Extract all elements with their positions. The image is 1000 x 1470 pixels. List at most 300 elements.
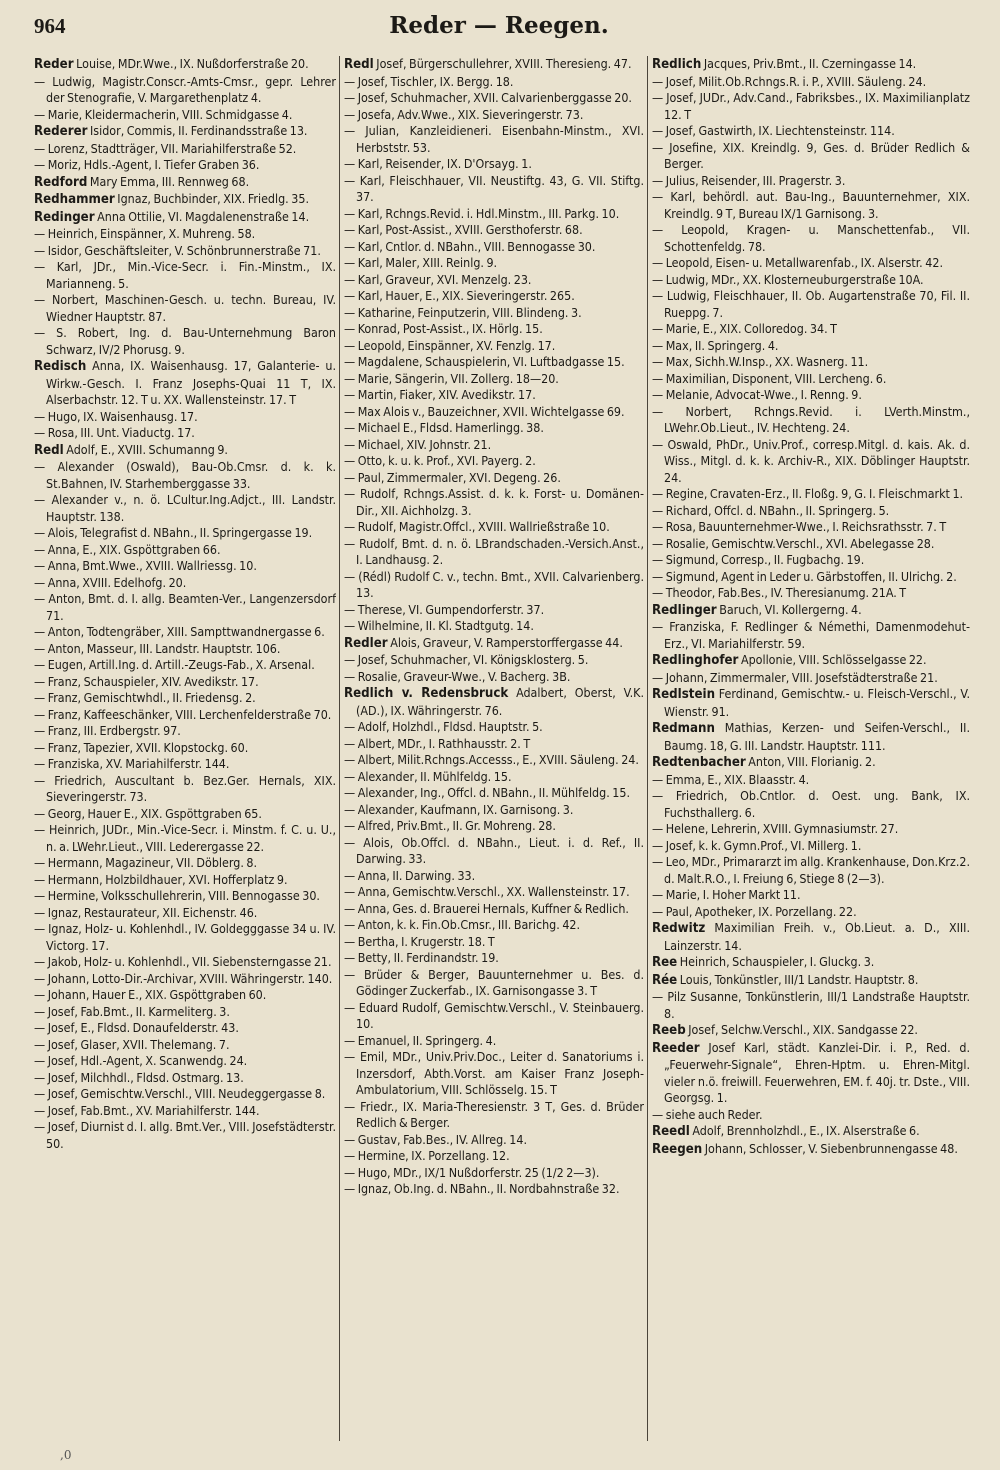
entry-text: — Franz, Gemischtwhdl., II. Friedensg. 2. xyxy=(34,690,256,705)
entry-text: — Franz, Schauspieler, XIV. Avedikstr. 17. xyxy=(34,673,259,689)
directory-entry xyxy=(652,854,970,887)
directory-entry xyxy=(344,107,644,124)
entry-text: — Emil, MDr., Univ.Priv.Doc., Leiter d. Sanatoriums i. Inzersdorf, Abth.Vorst. am Kaiser Franz Joseph-Ambulatorium, VIII. Schlösselg. 15. T xyxy=(344,1049,644,1097)
directory-entry xyxy=(344,404,644,421)
entry-text: — Sigmund, Agent in Leder u. Gärbstoffen, II. Ulrichg. 2. xyxy=(652,568,957,584)
directory-entry xyxy=(344,635,644,653)
directory-entry xyxy=(34,641,336,658)
entry-text: — Rosa, Bauunternehmer-Wwe., I. Reichsrathsstr. 7. T xyxy=(652,519,947,534)
directory-entry xyxy=(652,602,970,620)
entry-text: Josef, Selchw.Verschl., XIX. Sandgasse 22. xyxy=(685,1022,918,1037)
column-rule xyxy=(647,56,648,1441)
directory-entry xyxy=(652,486,970,503)
directory-entry xyxy=(344,321,644,338)
entry-text: Louis, Tonkünstler, III/1 Landstr. Hauptstr. 8. xyxy=(677,971,919,987)
entry-text: — Friedrich, Ob.Cntlor. d. Oest. ung. Bank, IX. Fuchsthallerg. 6. xyxy=(652,788,970,820)
directory-entry xyxy=(344,123,644,156)
directory-entry xyxy=(344,1049,644,1099)
directory-entry xyxy=(652,585,970,602)
directory-entry xyxy=(344,868,644,885)
directory-entry xyxy=(652,519,970,536)
entry-text: — Anna, Ges. d. Brauerei Hernals, Kuffner & Redlich. xyxy=(344,900,629,916)
directory-entry xyxy=(652,821,970,838)
directory-entry xyxy=(34,1020,336,1037)
directory-entry xyxy=(652,670,970,687)
directory-entry xyxy=(344,818,644,835)
directory-entry xyxy=(344,1181,644,1198)
entry-text: — Josef, Glaser, XVII. Thelemang. 7. xyxy=(34,1036,230,1052)
directory-entry xyxy=(652,123,970,140)
entry-text: Heinrich, Schauspieler, I. Gluckg. 3. xyxy=(677,954,875,969)
directory-entry xyxy=(344,618,644,635)
directory-entry xyxy=(652,887,970,904)
entry-text: Adalbert, Oberst, V.K. (AD.), IX. Währingerstr. 76. xyxy=(356,685,644,718)
directory-entry xyxy=(34,409,336,426)
directory-entry xyxy=(344,305,644,322)
entry-text: — Josefa, Adv.Wwe., XIX. Sieveringerstr. 73. xyxy=(344,106,584,122)
directory-entry xyxy=(652,652,970,670)
surname: Reder xyxy=(34,57,74,72)
entry-text: — Josef, JUDr., Adv.Cand., Fabriksbes., IX. Maximilianplatz 12. T xyxy=(652,90,970,122)
directory-entry xyxy=(344,1165,644,1182)
entry-text: — Josef, Diurnist d. I. allg. Bmt.Ver., VIII. Josefstädterstr. 50. xyxy=(34,1119,336,1151)
entry-text: — Brüder & Berger, Bauunternehmer u. Bes. d. Gödinger Zuckerfab., IX. Garnisongasse 3. T xyxy=(344,966,644,998)
entry-text: — Heinrich, Einspänner, X. Muhreng. 58. xyxy=(34,226,256,241)
directory-entry xyxy=(652,954,970,972)
entry-text: Mathias, Kerzen- und Seifen-Verschl., II. Baumg. 18, G. III. Landstr. Hauptstr. 111. xyxy=(664,720,970,753)
directory-entry xyxy=(34,492,336,525)
entry-text: — Karl, Reisender, IX. D'Orsayg. 1. xyxy=(344,156,532,171)
surname: Redlich v. Redensbruck xyxy=(344,686,509,701)
directory-entry xyxy=(34,459,336,492)
directory-entry xyxy=(344,272,644,289)
surname: Redinger xyxy=(34,209,95,225)
directory-entry xyxy=(34,358,336,409)
entry-text: — Martin, Fiaker, XIV. Avedikstr. 17. xyxy=(344,387,536,402)
directory-entry xyxy=(34,325,336,358)
directory-entry xyxy=(344,90,644,107)
directory-entry xyxy=(344,222,644,239)
directory-entry xyxy=(34,1037,336,1054)
entry-text: — Alois, Telegrafist d. NBahn., II. Springergasse 19. xyxy=(34,525,313,540)
directory-entry xyxy=(652,1107,970,1124)
directory-entry xyxy=(652,503,970,520)
directory-entry xyxy=(652,437,970,487)
entry-text: — Konrad, Post-Assist., IX. Hörlg. 15. xyxy=(344,321,543,336)
directory-entry xyxy=(652,338,970,355)
entry-text: — Friedr., IX. Maria-Theresienstr. 3 T, Ges. d. Brüder Redlich & Berger. xyxy=(344,1098,644,1130)
entry-text: — Eugen, Artill.Ing. d. Artill.-Zeugs-Fab., X. Arsenal. xyxy=(34,657,315,672)
entry-text: — Josef, Schuhmacher, XVII. Calvarienberggasse 20. xyxy=(344,90,632,105)
directory-entry xyxy=(34,209,336,227)
entry-text: — Norbert, Maschinen-Gesch. u. techn. Bureau, IV. Wiedner Hauptstr. 87. xyxy=(34,292,336,324)
entry-text: — Alexander, II. Mühlfeldg. 15. xyxy=(344,768,512,784)
entry-text: — Rudolf, Magistr.Offcl., XVIII. Wallrießstraße 10. xyxy=(344,519,610,534)
entry-text: — Ludwig, MDr., XX. Klosterneuburgerstraße 10A. xyxy=(652,271,924,287)
directory-entry xyxy=(34,657,336,674)
directory-entry xyxy=(34,624,336,641)
entry-text: — Karl, JDr., Min.-Vice-Secr. i. Fin.-Minstm., IX. Marianneng. 5. xyxy=(34,259,336,291)
entry-text: — Leopold, Eisen- u. Metallwarenfab., IX. Alserstr. 42. xyxy=(652,255,943,270)
directory-entry xyxy=(344,173,644,206)
directory-entry xyxy=(652,720,970,754)
directory-entry xyxy=(652,552,970,569)
entry-text: — Therese, VI. Gumpendorferstr. 37. xyxy=(344,601,545,617)
entry-text: — Josef, Milchhdl., Fldsd. Ostmarg. 13. xyxy=(34,1069,244,1085)
directory-entry xyxy=(34,987,336,1004)
surname: Redwitz xyxy=(652,921,706,936)
directory-entry xyxy=(34,1086,336,1103)
directory-entry xyxy=(344,470,644,487)
entry-text: — Maximilian, Disponent, VIII. Lercheng. 6. xyxy=(652,370,887,386)
entry-text: — Leo, MDr., Primararzt im allg. Krankenhause, Don.Krz.2. d. Malt.R.O., I. Freiung 6, Stiege 8 (2—3). xyxy=(652,854,970,886)
directory-entry xyxy=(652,569,970,586)
directory-entry xyxy=(652,920,970,954)
entry-text: — Theodor, Fab.Bes., IV. Theresianumg. 21A. T xyxy=(652,585,907,600)
entry-text: Alois, Graveur, V. Ramperstorffergasse 44. xyxy=(387,634,623,650)
surname: Redlinghofer xyxy=(652,653,739,668)
column-rule xyxy=(339,56,340,1441)
directory-entry xyxy=(652,354,970,371)
entry-text: Ignaz, Buchbinder, XIX. Friedlg. 35. xyxy=(114,191,309,206)
entry-text: — Rudolf, Rchngs.Assist. d. k. k. Forst- u. Domänen-Dir., XII. Aichholzg. 3. xyxy=(344,486,644,518)
directory-entry xyxy=(344,752,644,769)
directory-entry xyxy=(344,338,644,355)
entry-text: Mary Emma, III. Rennweg 68. xyxy=(87,173,250,189)
directory-entry xyxy=(34,723,336,740)
entry-text: — Franz, Kaffeeschänker, VIII. Lerchenfelderstraße 70. xyxy=(34,706,332,722)
entry-text: — Anna, Bmt.Wwe., XVIII. Wallriessg. 10. xyxy=(34,558,257,573)
directory-entry xyxy=(344,288,644,305)
surname: Redler xyxy=(344,635,388,651)
directory-entry xyxy=(34,292,336,325)
entry-text: — Marie, Kleidermacherin, VIII. Schmidgasse 4. xyxy=(34,106,293,122)
entry-text: Jacques, Priv.Bmt., II. Czerningasse 14. xyxy=(701,56,917,71)
directory-entry xyxy=(34,971,336,988)
directory-entry xyxy=(652,1123,970,1141)
directory-entry xyxy=(652,56,970,74)
entry-text: — Rosalie, Gemischtw.Verschl., XVI. Abelegasse 28. xyxy=(652,535,935,551)
directory-entry xyxy=(34,872,336,889)
page-number: 964 xyxy=(34,14,66,38)
entry-text: — Alexander, Ing., Offcl. d. NBahn., II. Mühlfeldg. 15. xyxy=(344,785,631,800)
entry-text: — Josef, Hdl.-Agent, X. Scanwendg. 24. xyxy=(34,1053,248,1068)
directory-entry xyxy=(344,56,644,74)
directory-entry xyxy=(34,674,336,691)
entry-text: — Hermine, Volksschullehrerin, VIII. Bennogasse 30. xyxy=(34,888,320,903)
entry-text: — Karl, Cntlor. d. NBahn., VIII. Bennogasse 30. xyxy=(344,238,596,254)
entry-text: — Leopold, Kragen- u. Manschettenfab., VII. Schottenfeldg. 78. xyxy=(652,222,970,254)
entry-text: — Josef, Fab.Bmt., II. Karmeliterg. 3. xyxy=(34,1003,230,1019)
directory-entry xyxy=(652,1022,970,1040)
entry-text: — Jakob, Holz- u. Kohlenhdl., VII. Siebensterngasse 21. xyxy=(34,954,332,969)
entry-text: — Heinrich, JUDr., Min.-Vice-Secr. i. Minstm. f. C. u. U., n. a. LWehr.Lieut., VIII. Lederergasse 22. xyxy=(34,822,336,854)
entry-text: — Ignaz, Restaurateur, XII. Eichenstr. 46. xyxy=(34,904,258,920)
entry-text: — Karl, Hauer, E., XIX. Sieveringerstr. 265. xyxy=(344,288,575,303)
directory-entry xyxy=(652,74,970,91)
directory-entry xyxy=(344,371,644,388)
entry-text: — Hermann, Holzbildhauer, XVI. Hofferplatz 9. xyxy=(34,871,288,887)
directory-entry xyxy=(344,1132,644,1149)
directory-entry xyxy=(344,354,644,371)
directory-entry xyxy=(34,1004,336,1021)
entry-text: Maximilian Freih. v., Ob.Lieut. a. D., XIII. Lainzerstr. 14. xyxy=(664,920,970,953)
entry-text: — Adolf, Holzhdl., Fldsd. Hauptstr. 5. xyxy=(344,719,543,734)
directory-entry xyxy=(652,772,970,789)
entry-text: — S. Robert, Ing. d. Bau-Unternehmung Baron Schwarz, IV/2 Phorusg. 9. xyxy=(34,325,336,357)
directory-entry xyxy=(652,404,970,437)
surname: Redisch xyxy=(34,359,87,374)
entry-text: — Anna, E., XIX. Gspöttgraben 66. xyxy=(34,541,221,557)
entry-text: — Norbert, Rchngs.Revid. i. LVerth.Minstm., LWehr.Ob.Lieut., IV. Hechteng. 24. xyxy=(652,403,970,435)
directory-entry xyxy=(652,140,970,173)
directory-entry xyxy=(344,1148,644,1165)
directory-entry xyxy=(344,719,644,736)
directory-entry xyxy=(34,1070,336,1087)
entry-text: — Hugo, IX. Waisenhausg. 17. xyxy=(34,408,198,424)
directory-entry xyxy=(344,437,644,454)
entry-text: — Pilz Susanne, Tonkünstlerin, III/1 Landstraße Hauptstr. 8. xyxy=(652,989,970,1021)
entry-text: — Leopold, Einspänner, XV. Fenzlg. 17. xyxy=(344,337,556,353)
directory-entry xyxy=(34,243,336,260)
directory-entry xyxy=(34,1103,336,1120)
entry-text: — Anton, Todtengräber, XIII. Sampttwandnergasse 6. xyxy=(34,624,325,639)
entry-text: — Karl, behördl. aut. Bau-Ing., Bauunternehmer, XIX. Kreindlg. 9 T, Bureau IX/1 Garnisong. 3. xyxy=(652,189,970,221)
surname: Reeder xyxy=(652,1040,700,1056)
entry-text: — Bertha, I. Krugerstr. 18. T xyxy=(344,933,495,949)
directory-entry xyxy=(344,486,644,519)
surname: Reeb xyxy=(652,1023,686,1038)
directory-entry xyxy=(344,1099,644,1132)
entry-text: — Albert, MDr., I. Rathhausstr. 2. T xyxy=(344,735,531,751)
entry-text: — Josef, Fab.Bmt., XV. Mariahilferstr. 144. xyxy=(34,1102,260,1118)
entry-text: — Helene, Lehrerin, XVIII. Gymnasiumstr. 27. xyxy=(652,821,899,836)
entry-text: — Michael E., Fldsd. Hamerlingg. 38. xyxy=(344,420,544,435)
entry-text: — Moriz, Hdls.-Agent, I. Tiefer Graben 36. xyxy=(34,157,260,172)
entry-text: — Alfred, Priv.Bmt., II. Gr. Mohreng. 28. xyxy=(344,818,556,833)
entry-text: — Marie, E., XIX. Colloredog. 34. T xyxy=(652,321,837,336)
directory-entry xyxy=(34,888,336,905)
surname: Rée xyxy=(652,972,678,988)
directory-entry xyxy=(344,884,644,901)
directory-entry xyxy=(344,156,644,173)
entry-text: — Anna, Gemischtw.Verschl., XX. Wallensteinstr. 17. xyxy=(344,884,630,899)
entry-text: — Rosa, III. Unt. Viaductg. 17. xyxy=(34,425,195,440)
entry-text: — Max, II. Springerg. 4. xyxy=(652,337,779,353)
page-title: Reder — Reegen. xyxy=(389,12,609,39)
directory-entry xyxy=(344,934,644,951)
entry-text: — Julian, Kanzleidieneri. Eisenbahn-Minstm., XVI. Herbststr. 53. xyxy=(344,123,644,155)
directory-entry xyxy=(34,174,336,192)
directory-entry xyxy=(344,917,644,934)
directory-entry xyxy=(34,954,336,971)
entry-text: — Friedrich, Auscultant b. Bez.Ger. Hernals, XIX. Sieveringerstr. 73. xyxy=(34,772,336,804)
directory-entry xyxy=(34,1053,336,1070)
directory-entry xyxy=(34,191,336,209)
directory-entry xyxy=(34,74,336,107)
surname: Ree xyxy=(652,955,678,970)
entry-text: — Franziska, XV. Mariahilferstr. 144. xyxy=(34,756,230,771)
directory-entry xyxy=(34,690,336,707)
surname: Redlich xyxy=(652,57,702,72)
surname: Redmann xyxy=(652,721,715,736)
directory-entry xyxy=(344,652,644,669)
directory-entry xyxy=(344,255,644,272)
entry-text: — Sigmund, Corresp., II. Fugbachg. 19. xyxy=(652,552,865,567)
directory-column-2 xyxy=(344,56,644,1466)
entry-text: — Wilhelmine, II. Kl. Stadtgutg. 14. xyxy=(344,618,534,633)
entry-text: — Paul, Zimmermaler, XVI. Degeng. 26. xyxy=(344,469,561,485)
entry-text: — Anton, Masseur, III. Landstr. Hauptstr. 106. xyxy=(34,640,281,656)
directory-entry xyxy=(344,519,644,536)
entry-text: — Johann, Hauer E., XIX. Gspöttgraben 60. xyxy=(34,987,267,1002)
directory-entry xyxy=(652,972,970,990)
directory-entry xyxy=(34,226,336,243)
entry-text: — (Rédl) Rudolf C. v., techn. Bmt., XVII. Calvarienberg. 13. xyxy=(344,568,644,600)
directory-entry xyxy=(34,425,336,442)
directory-entry xyxy=(652,788,970,821)
surname: Reegen xyxy=(652,1141,703,1157)
directory-entry xyxy=(34,442,336,460)
entry-text: — Franz, III. Erdbergstr. 97. xyxy=(34,723,181,738)
directory-entry xyxy=(344,967,644,1000)
directory-entry xyxy=(652,90,970,123)
entry-text: — Ludwig, Fleischhauer, II. Ob. Augartenstraße 70, Fil. II. Rueppg. 7. xyxy=(652,288,970,320)
entry-text: — Oswald, PhDr., Univ.Prof., corresp.Mitgl. d. kais. Ak. d. Wiss., Mitgl. d. k. k. Archiv-R., XIX. Döblinger Hauptstr. 24. xyxy=(652,436,970,485)
surname: Redtenbacher xyxy=(652,755,746,770)
directory-entry xyxy=(652,619,970,652)
entry-text: Anna Ottilie, VI. Magdalenenstraße 14. xyxy=(94,208,310,224)
entry-text: — siehe auch Reder. xyxy=(652,1106,763,1122)
entry-text: — Josef, Gastwirth, IX. Liechtensteinstr. 114. xyxy=(652,123,895,138)
directory-column-1 xyxy=(34,56,336,1466)
entry-text: — Max, Sichh.W.Insp., XX. Wasnerg. 11. xyxy=(652,354,869,369)
entry-text: — Johann, Zimmermaler, VIII. Josefstädterstraße 21. xyxy=(652,669,938,685)
directory-entry xyxy=(34,740,336,757)
directory-entry xyxy=(652,222,970,255)
entry-text: — Anton, Bmt. d. I. allg. Beamten-Ver., Langenzersdorf 71. xyxy=(34,591,336,623)
entry-text: — Emanuel, II. Springerg. 4. xyxy=(344,1032,497,1048)
directory-entry xyxy=(652,1141,970,1159)
directory-column-3 xyxy=(652,56,970,1466)
directory-entry xyxy=(652,189,970,222)
entry-text: — Josef, Schuhmacher, VI. Königsklosterg. 5. xyxy=(344,652,589,667)
surname: Redford xyxy=(34,174,88,190)
directory-entry xyxy=(34,157,336,174)
entry-text: — Karl, Rchngs.Revid. i. Hdl.Minstm., III. Parkg. 10. xyxy=(344,205,620,221)
entry-text: Josef, Bürgerschullehrer, XVIII. Theresieng. 47. xyxy=(373,56,632,71)
directory-entry xyxy=(344,1000,644,1033)
entry-text: Anna, IX. Waisenhausg. 17, Galanterie- u. Wirkw.-Gesch. I. Franz Josephs-Quai 11 T, IX. Alserbachstr. 12. T u. XX. Wallensteinstr. 17. T xyxy=(46,358,336,407)
entry-text: — Eduard Rudolf, Gemischtw.Verschl., V. Steinbauerg. 10. xyxy=(344,999,644,1031)
directory-entry xyxy=(344,74,644,91)
directory-entry xyxy=(652,173,970,190)
entry-text: — Franziska, F. Redlinger & Némethi, Damenmodehut-Erz., VI. Mariahilferstr. 59. xyxy=(652,619,970,651)
directory-entry xyxy=(34,558,336,575)
entry-text: Louise, MDr.Wwe., IX. Nußdorferstraße 20. xyxy=(73,56,309,71)
directory-entry xyxy=(652,904,970,921)
entry-text: Adolf, E., XVIII. Schumanng 9. xyxy=(63,441,228,457)
surname: Reedl xyxy=(652,1124,690,1139)
directory-entry xyxy=(34,905,336,922)
directory-entry xyxy=(34,1119,336,1152)
entry-text: — Regine, Cravaten-Erz., II. Floßg. 9, G. I. Fleischmarkt 1. xyxy=(652,486,964,501)
directory-entry xyxy=(34,806,336,823)
directory-entry xyxy=(344,1033,644,1050)
directory-entry xyxy=(344,685,644,719)
directory-entry xyxy=(34,756,336,773)
entry-text: — Gustav, Fab.Bes., IV. Allreg. 14. xyxy=(344,1131,527,1147)
entry-text: — Josefine, XIX. Kreindlg. 9, Ges. d. Brüder Redlich & Berger. xyxy=(652,139,970,171)
entry-text: — Michael, XIV. Johnstr. 21. xyxy=(344,436,492,452)
surname: Redlinger xyxy=(652,602,717,618)
directory-entry xyxy=(344,769,644,786)
entry-text: Ferdinand, Gemischtw.- u. Fleisch-Verschl., V. Wienstr. 91. xyxy=(664,686,970,719)
directory-entry xyxy=(34,773,336,806)
entry-text: — Alexander, Kaufmann, IX. Garnisong. 3. xyxy=(344,801,574,817)
surname: Redhammer xyxy=(34,192,115,207)
surname: Rederer xyxy=(34,124,88,139)
directory-entry xyxy=(344,420,644,437)
entry-text: — Alois, Ob.Offcl. d. NBahn., Lieut. i. d. Ref., II. Darwing. 33. xyxy=(344,834,644,866)
entry-text: Johann, Schlosser, V. Siebenbrunnengasse 48. xyxy=(702,1140,958,1156)
entry-text: — Franz, Tapezier, XVII. Klopstockg. 60. xyxy=(34,739,249,755)
entry-text: — Josef, k. k. Gymn.Prof., VI. Millerg. 1. xyxy=(652,837,862,853)
entry-text: — Hermine, IX. Porzellang. 12. xyxy=(344,1148,510,1163)
entry-text: — Alexander v., n. ö. LCultur.Ing.Adjct., III. Landstr. Hauptstr. 138. xyxy=(34,492,336,524)
directory-entry xyxy=(652,989,970,1022)
entry-text: — Albert, Milit.Rchngs.Accesss., E., XVIII. Säuleng. 24. xyxy=(344,752,639,767)
page-header xyxy=(34,8,964,46)
entry-text: — Ignaz, Ob.Ing. d. NBahn., II. Nordbahnstraße 32. xyxy=(344,1181,620,1196)
entry-text: — Rudolf, Bmt. d. n. ö. LBrandschaden.-Versich.Anst., I. Landhausg. 2. xyxy=(344,535,644,567)
directory-entry xyxy=(652,272,970,289)
entry-text: — Emma, E., XIX. Blaasstr. 4. xyxy=(652,771,810,787)
surname: Redl xyxy=(34,442,64,458)
entry-text: — Anna, II. Darwing. 33. xyxy=(344,867,476,883)
entry-text: — Josef, Milit.Ob.Rchngs.R. i. P., XVIII. Säuleng. 24. xyxy=(652,73,927,89)
directory-entry xyxy=(34,575,336,592)
entry-text: Anton, VIII. Florianig. 2. xyxy=(745,754,876,769)
directory-entry xyxy=(344,802,644,819)
directory-entry xyxy=(344,536,644,569)
entry-text: — Josef, E., Fldsd. Donaufelderstr. 43. xyxy=(34,1020,239,1035)
directory-entry xyxy=(344,206,644,223)
directory-entry xyxy=(344,387,644,404)
directory-entry xyxy=(652,321,970,338)
directory-entry xyxy=(34,141,336,158)
directory-entry xyxy=(652,536,970,553)
entry-text: — Betty, II. Ferdinandstr. 19. xyxy=(344,950,499,965)
entry-text: — Ludwig, Magistr.Conscr.-Amts-Cmsr., gepr. Lehrer der Stenografie, V. Margarethenplatz 4. xyxy=(34,73,336,105)
entry-text: Adolf, Brennholzhdl., E., IX. Alserstraße 6. xyxy=(689,1123,920,1138)
entry-text: — Marie, Sängerin, VII. Zollerg. 18—20. xyxy=(344,370,559,386)
page-footer-mark: ,0 xyxy=(60,1448,72,1462)
directory-entry xyxy=(652,1040,970,1107)
entry-text: — Richard, Offcl. d. NBahn., II. Springerg. 5. xyxy=(652,502,890,518)
directory-entry xyxy=(34,822,336,855)
directory-entry xyxy=(652,686,970,720)
entry-text: — Anna, XVIII. Edelhofg. 20. xyxy=(34,574,187,590)
directory-entry xyxy=(652,371,970,388)
entry-text: — Lorenz, Stadtträger, VII. Mariahilferstraße 52. xyxy=(34,140,297,156)
directory-entry xyxy=(652,288,970,321)
directory-entry xyxy=(34,259,336,292)
directory-entry xyxy=(344,669,644,686)
entry-text: Apollonie, VIII. Schlösselgasse 22. xyxy=(738,652,927,667)
entry-text: — Josef, Tischler, IX. Bergg. 18. xyxy=(344,73,514,89)
directory-entry xyxy=(344,569,644,602)
